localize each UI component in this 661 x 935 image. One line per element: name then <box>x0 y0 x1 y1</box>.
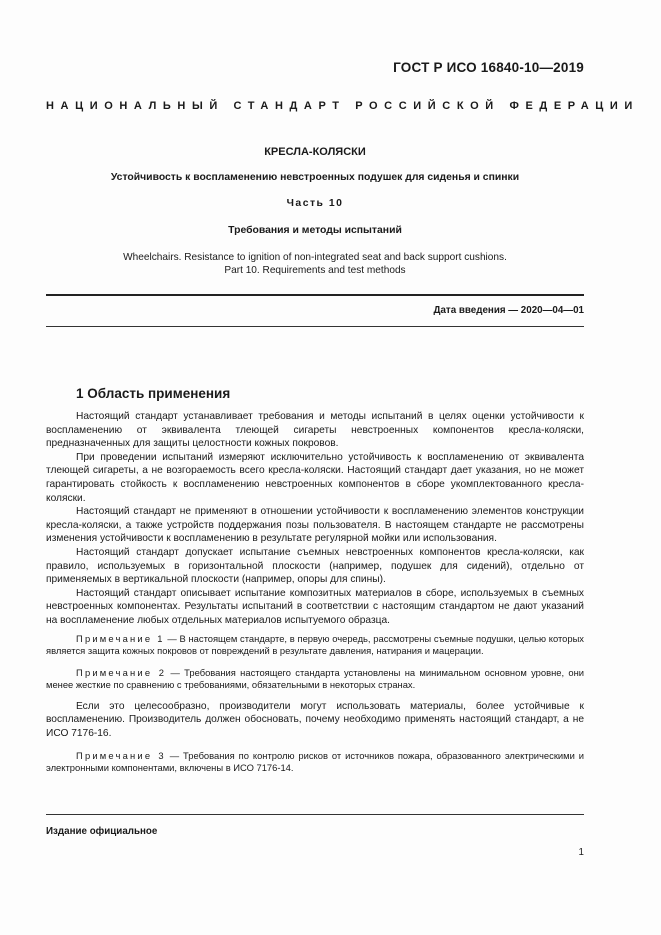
note-3 <box>46 750 584 775</box>
paragraph: Если это целесообразно, производители могут использовать материалы, более устойчивые к воспламенению. Производитель должен обосновать, почему необходимо применять настоящий стандарт, а не ИСО 7176-16. <box>46 700 584 740</box>
part-title: Требования и методы испытаний <box>228 225 402 236</box>
introduction-date: Дата введения — 2020—04—01 <box>433 305 584 316</box>
note-text: — В настоящем стандарте, в первую очередь, рассмотрены съемные подушки, целью которых является защита кожных покровов от повреждений в результате давления, натирания и мацерации. <box>46 632 584 657</box>
section-body <box>46 410 584 775</box>
standard-code: ГОСТ Р ИСО 16840-10—2019 <box>393 60 584 75</box>
divider-thick <box>46 294 584 296</box>
note-text: — Требования настоящего стандарта установлены на минимальном основном уровне, они менее жесткие по сравнению с требованиями, обязательными в некоторых странах. <box>46 666 584 691</box>
note-2 <box>46 667 584 692</box>
document-subtitle: Устойчивость к воспламенению невстроенных подушек для сиденья и спинки <box>110 172 520 183</box>
paragraph: При проведении испытаний измеряют исключительно устойчивость к воспламенению от эквивалента тлеющей сигареты, а не возгораемость всего кресла-коляски. Настоящий стандарт дает указания, но не может гарантировать стойкость к воспламенению невстроенных компонентов в сборе укомплектованного кресла-коляски. <box>46 451 584 504</box>
english-title-line1: Wheelchairs. Resistance to ignition of non-integrated seat and back support cushions. <box>123 252 507 263</box>
paragraph: Настоящий стандарт не применяют в отношении устойчивости к воспламенению элементов конструкции кресла-коляски, а также устройств поддержания позы пользователя. В настоящем стандарте не рассмотрены изменения устойчивости к воспламенению в результате регулярной мойки или использования. <box>46 506 584 545</box>
part-label: Часть 10 <box>286 198 344 209</box>
divider-thin <box>46 326 584 327</box>
paragraph: Настоящий стандарт описывает испытание композитных материалов в сборе, используемых в съемных невстроенных компонентах. Результаты испытаний в соответствии с настоящим стандартом не дают указаний на воспламенение любых отдельных материалов испытуемого образца. <box>46 587 584 626</box>
document-title: КРЕСЛА-КОЛЯСКИ <box>264 146 366 158</box>
english-title <box>46 251 584 277</box>
note-label: Примечание 3 <box>76 749 166 761</box>
note-text: — Требования по контролю рисков от источников пожара, образованного электрическими и электронными компонентами, включены в ИСО 7176-14. <box>46 749 584 774</box>
note-label: Примечание 1 <box>76 632 165 644</box>
english-title-line2: Part 10. Requirements and test methods <box>224 265 406 276</box>
note-1 <box>46 633 584 658</box>
footer-divider <box>46 814 584 815</box>
edition-label: Издание официальное <box>46 826 158 837</box>
national-standard-banner: НАЦИОНАЛЬНЫЙ СТАНДАРТ РОССИЙСКОЙ ФЕДЕРАЦИИ <box>46 100 639 112</box>
section-heading: 1 Область применения <box>76 386 231 401</box>
paragraph: Настоящий стандарт допускает испытание съемных невстроенных компонентов кресла-коляски, как правило, используемых в горизонтальной плоскости (например, подушек для сидений), отдельно от применяемых в вертикальной плоскости (например, опоры для спины). <box>46 546 584 586</box>
note-label: Примечание 2 <box>76 666 167 678</box>
paragraph: Настоящий стандарт устанавливает требования и методы испытаний в целях оценки устойчивости к воспламенению от эквивалента тлеющей сигареты невстроенных компонентов кресла-коляски, предназначенных для защиты целостности кожных покровов. <box>46 411 584 450</box>
page-number: 1 <box>578 847 584 858</box>
